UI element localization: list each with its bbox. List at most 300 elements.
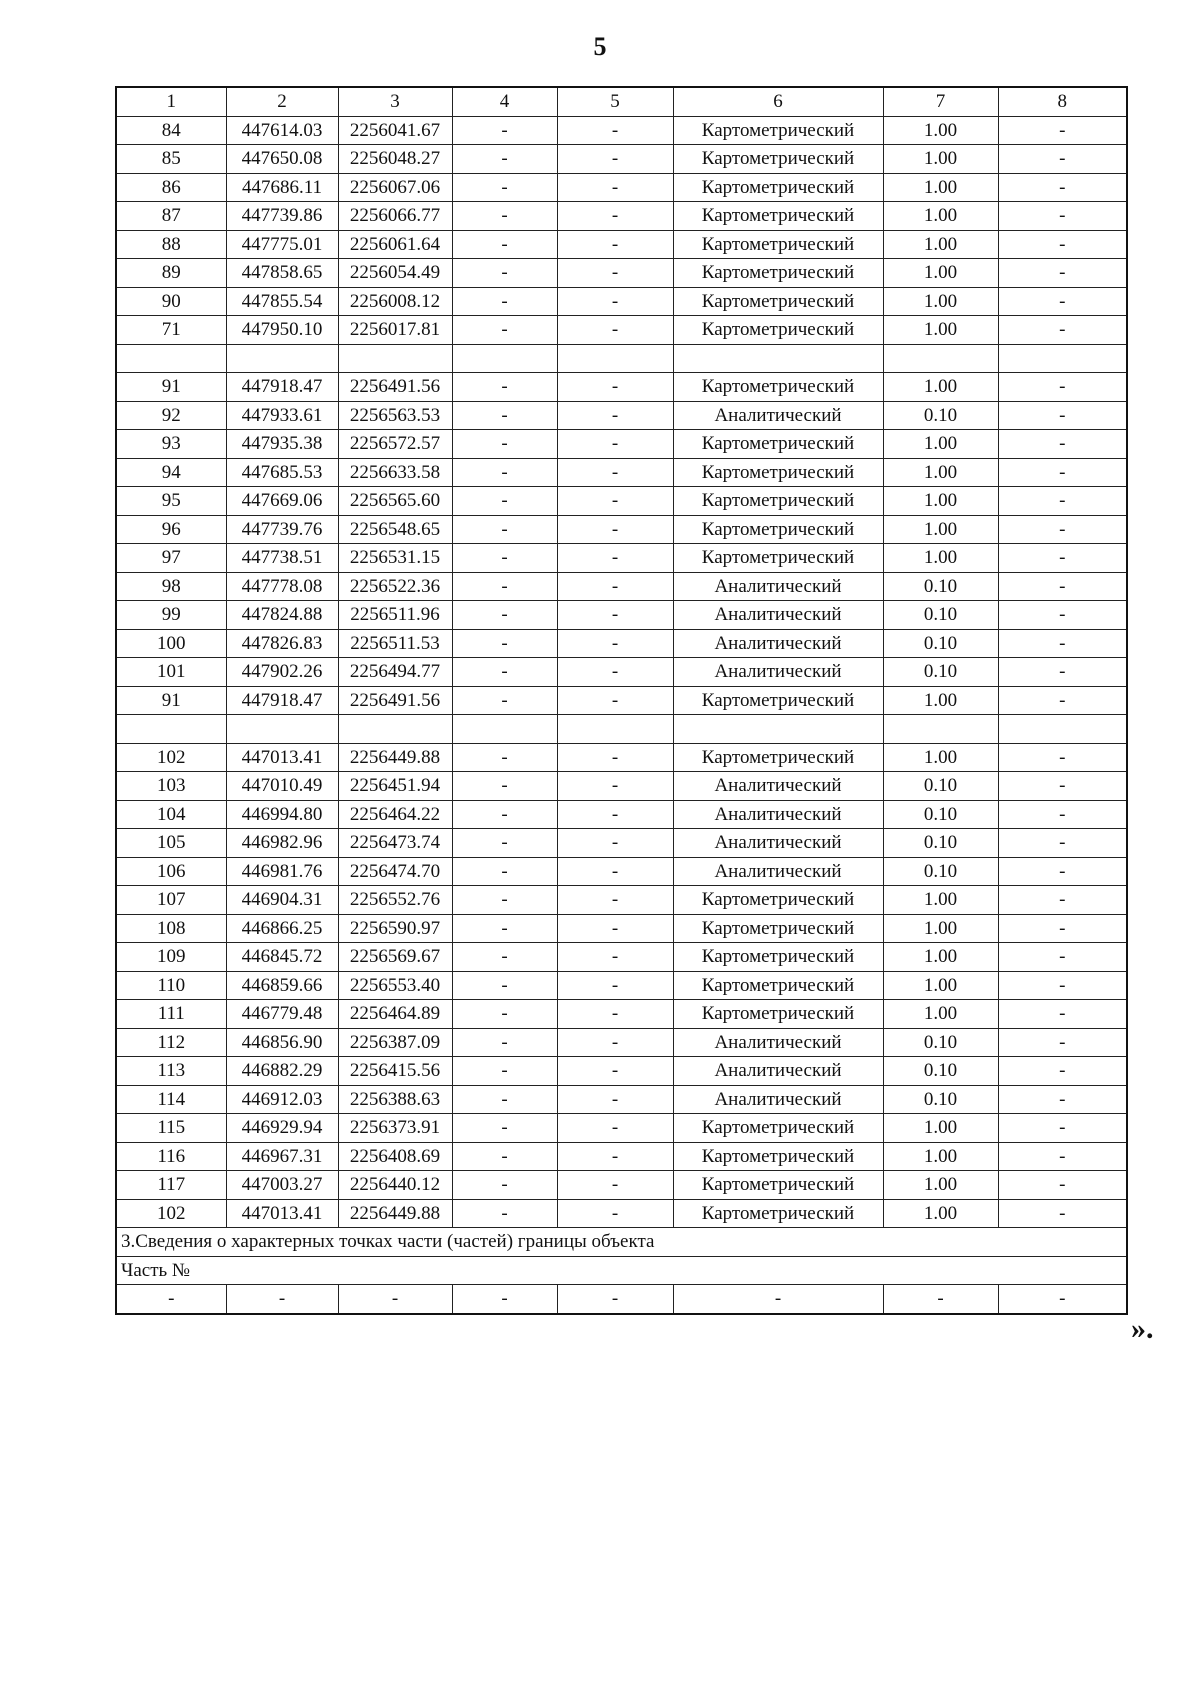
table-cell: Картометрический: [673, 971, 883, 1000]
table-cell: [338, 715, 452, 744]
table-cell: -: [998, 544, 1127, 573]
header-cell: 3: [338, 87, 452, 116]
table-cell: 114: [116, 1085, 226, 1114]
table-cell: 88: [116, 230, 226, 259]
table-cell: -: [557, 800, 673, 829]
table-cell: -: [998, 943, 1127, 972]
table-cell: [998, 344, 1127, 373]
table-cell: -: [998, 259, 1127, 288]
table-cell: 446994.80: [226, 800, 338, 829]
table-cell: -: [452, 1000, 557, 1029]
table-cell: -: [998, 515, 1127, 544]
table-cell: 2256552.76: [338, 886, 452, 915]
table-cell: -: [452, 886, 557, 915]
table-cell: 2256048.27: [338, 145, 452, 174]
table-cell: Аналитический: [673, 401, 883, 430]
header-cell: 5: [557, 87, 673, 116]
table-row: [116, 658, 1127, 687]
table-cell: 2256553.40: [338, 971, 452, 1000]
table-cell: -: [557, 914, 673, 943]
table-cell: 2256511.53: [338, 629, 452, 658]
table-cell: -: [557, 772, 673, 801]
table-cell: 107: [116, 886, 226, 915]
table-cell: -: [557, 1199, 673, 1228]
table-cell: -: [998, 800, 1127, 829]
table-cell: 106: [116, 857, 226, 886]
table-row: [116, 373, 1127, 402]
table-cell: 447935.38: [226, 430, 338, 459]
table-cell: 2256548.65: [338, 515, 452, 544]
table-cell: -: [557, 230, 673, 259]
table-row: [116, 971, 1127, 1000]
table-cell: 0.10: [883, 629, 998, 658]
table-cell: 71: [116, 316, 226, 345]
table-cell: 98: [116, 572, 226, 601]
table-cell: 0.10: [883, 857, 998, 886]
table-cell: 446859.66: [226, 971, 338, 1000]
table-cell: 447738.51: [226, 544, 338, 573]
table-cell: 1.00: [883, 914, 998, 943]
table-cell: 113: [116, 1057, 226, 1086]
table-cell: -: [998, 116, 1127, 145]
table-cell: 2256408.69: [338, 1142, 452, 1171]
table-cell: -: [452, 116, 557, 145]
table-cell: 1.00: [883, 230, 998, 259]
table-cell: 0.10: [883, 1057, 998, 1086]
table-cell: -: [998, 373, 1127, 402]
table-cell: 447778.08: [226, 572, 338, 601]
table-row: [116, 914, 1127, 943]
table-cell: 2256511.96: [338, 601, 452, 630]
table-row: [116, 1028, 1127, 1057]
table-cell: -: [998, 487, 1127, 516]
table-cell: -: [226, 1285, 338, 1314]
table-row: [116, 202, 1127, 231]
table-cell: -: [557, 1000, 673, 1029]
table-cell: Картометрический: [673, 515, 883, 544]
table-cell: [673, 715, 883, 744]
table-cell: -: [452, 1285, 557, 1314]
table-cell: Картометрический: [673, 686, 883, 715]
table-cell: Картометрический: [673, 487, 883, 516]
table-cell: -: [557, 857, 673, 886]
table-cell: -: [557, 515, 673, 544]
table-cell: -: [452, 145, 557, 174]
table-cell: 446866.25: [226, 914, 338, 943]
table-cell: 1.00: [883, 943, 998, 972]
table-cell: -: [998, 1057, 1127, 1086]
table-cell: 2256531.15: [338, 544, 452, 573]
header-cell: 6: [673, 87, 883, 116]
table-cell: 2256449.88: [338, 743, 452, 772]
table-cell: -: [557, 401, 673, 430]
table-cell: 91: [116, 373, 226, 402]
table-cell: 1.00: [883, 743, 998, 772]
table-cell: -: [998, 1000, 1127, 1029]
table-row: [116, 772, 1127, 801]
table-cell: -: [557, 373, 673, 402]
table-cell: -: [557, 316, 673, 345]
header-row: [116, 87, 1127, 116]
table-cell: -: [452, 658, 557, 687]
table-cell: -: [998, 1199, 1127, 1228]
table-row: [116, 401, 1127, 430]
table-cell: -: [998, 1028, 1127, 1057]
table-cell: -: [452, 202, 557, 231]
table-cell: -: [998, 572, 1127, 601]
table-cell: -: [557, 971, 673, 1000]
table-row: [116, 515, 1127, 544]
table-cell: -: [452, 743, 557, 772]
table-cell: Аналитический: [673, 857, 883, 886]
table-cell: -: [338, 1285, 452, 1314]
table-cell: -: [557, 572, 673, 601]
header-cell: 1: [116, 87, 226, 116]
table-cell: 2256017.81: [338, 316, 452, 345]
table-cell: 446845.72: [226, 943, 338, 972]
table-cell: -: [452, 430, 557, 459]
table-cell: 94: [116, 458, 226, 487]
table-cell: 2256388.63: [338, 1085, 452, 1114]
table-cell: -: [998, 145, 1127, 174]
table-cell: 446904.31: [226, 886, 338, 915]
table-cell: 104: [116, 800, 226, 829]
closing-quote-mark: ».: [1131, 1312, 1154, 1345]
table-cell: Картометрический: [673, 914, 883, 943]
table-cell: 0.10: [883, 572, 998, 601]
table-cell: -: [452, 1028, 557, 1057]
table-cell: -: [557, 1057, 673, 1086]
table-cell: 2256522.36: [338, 572, 452, 601]
table-cell: 447650.08: [226, 145, 338, 174]
table-cell: 1.00: [883, 886, 998, 915]
table-cell: 446981.76: [226, 857, 338, 886]
table-row: [116, 857, 1127, 886]
table-cell: [452, 715, 557, 744]
table-row: [116, 544, 1127, 573]
table-cell: 2256572.57: [338, 430, 452, 459]
table-cell: Картометрический: [673, 1142, 883, 1171]
table-cell: -: [452, 829, 557, 858]
table-cell: 1.00: [883, 202, 998, 231]
table-row: [116, 829, 1127, 858]
table-cell: 110: [116, 971, 226, 1000]
table-row: [116, 230, 1127, 259]
table-cell: Картометрический: [673, 430, 883, 459]
table-cell: [557, 715, 673, 744]
table-cell: 2256066.77: [338, 202, 452, 231]
table-cell: 447686.11: [226, 173, 338, 202]
table-cell: 447775.01: [226, 230, 338, 259]
table-cell: -: [998, 743, 1127, 772]
table-row: [116, 430, 1127, 459]
table-cell: Картометрический: [673, 1199, 883, 1228]
table-cell: 2256494.77: [338, 658, 452, 687]
table-cell: -: [452, 259, 557, 288]
table-cell: 1.00: [883, 259, 998, 288]
table-cell: 2256474.70: [338, 857, 452, 886]
table-cell: [883, 344, 998, 373]
table-cell: -: [998, 430, 1127, 459]
table-cell: 92: [116, 401, 226, 430]
table-row: [116, 943, 1127, 972]
table-cell: Картометрический: [673, 943, 883, 972]
table-cell: Картометрический: [673, 373, 883, 402]
table-cell: -: [557, 1114, 673, 1143]
table-cell: -: [998, 287, 1127, 316]
table-cell: 1.00: [883, 145, 998, 174]
table-cell: Картометрический: [673, 544, 883, 573]
table-cell: 447010.49: [226, 772, 338, 801]
table-cell: 95: [116, 487, 226, 516]
table-cell: 1.00: [883, 316, 998, 345]
table-cell: -: [998, 173, 1127, 202]
table-cell: -: [452, 515, 557, 544]
table-cell: 447826.83: [226, 629, 338, 658]
table-cell: 1.00: [883, 971, 998, 1000]
table-cell: 2256464.22: [338, 800, 452, 829]
table-cell: -: [557, 1142, 673, 1171]
table-cell: Аналитический: [673, 1085, 883, 1114]
table-cell: -: [557, 487, 673, 516]
table-cell: 2256387.09: [338, 1028, 452, 1057]
table-cell: Картометрический: [673, 1000, 883, 1029]
table-cell: -: [452, 601, 557, 630]
table-cell: -: [998, 401, 1127, 430]
table-cell: 447918.47: [226, 373, 338, 402]
table-cell: 1.00: [883, 544, 998, 573]
table-cell: Аналитический: [673, 629, 883, 658]
table-cell: 2256451.94: [338, 772, 452, 801]
table-cell: Картометрический: [673, 173, 883, 202]
table-cell: 1.00: [883, 1171, 998, 1200]
table-cell: 1.00: [883, 1142, 998, 1171]
table-cell: -: [998, 886, 1127, 915]
table-cell: -: [998, 629, 1127, 658]
table-cell: 105: [116, 829, 226, 858]
table-row: [116, 1199, 1127, 1228]
table-cell: 446856.90: [226, 1028, 338, 1057]
table-cell: 2256491.56: [338, 686, 452, 715]
table-cell: 447739.76: [226, 515, 338, 544]
table-cell: -: [452, 1085, 557, 1114]
table-cell: -: [452, 173, 557, 202]
table-cell: 447685.53: [226, 458, 338, 487]
table-cell: Аналитический: [673, 800, 883, 829]
boundary-points-table: [115, 86, 1128, 1315]
table-cell: 86: [116, 173, 226, 202]
table-cell: 116: [116, 1142, 226, 1171]
table-cell: -: [557, 116, 673, 145]
table-cell: -: [452, 686, 557, 715]
table-cell: -: [452, 572, 557, 601]
table-cell: Картометрический: [673, 458, 883, 487]
table-cell: Картометрический: [673, 145, 883, 174]
table-cell: 446982.96: [226, 829, 338, 858]
table-cell: [883, 715, 998, 744]
table-cell: -: [452, 1114, 557, 1143]
table-row: [116, 173, 1127, 202]
table-cell: [338, 344, 452, 373]
part-label: Часть №: [116, 1256, 1127, 1285]
table-cell: -: [452, 287, 557, 316]
table-cell: -: [998, 316, 1127, 345]
table-cell: -: [998, 1171, 1127, 1200]
table-row: [116, 287, 1127, 316]
table-cell: Картометрический: [673, 316, 883, 345]
table-row: [116, 116, 1127, 145]
table-row: [116, 1114, 1127, 1143]
table-cell: 1.00: [883, 430, 998, 459]
table-cell: -: [557, 145, 673, 174]
table-cell: Картометрический: [673, 1114, 883, 1143]
table-row: [116, 1057, 1127, 1086]
table-cell: Аналитический: [673, 572, 883, 601]
table-cell: 2256569.67: [338, 943, 452, 972]
table-cell: -: [673, 1285, 883, 1314]
table-cell: -: [452, 544, 557, 573]
table-cell: -: [452, 401, 557, 430]
table-cell: -: [452, 1057, 557, 1086]
table-cell: 447003.27: [226, 1171, 338, 1200]
table-cell: 2256008.12: [338, 287, 452, 316]
table-cell: 446967.31: [226, 1142, 338, 1171]
table-row: [116, 686, 1127, 715]
table-cell: Аналитический: [673, 601, 883, 630]
table-row: [116, 259, 1127, 288]
table-cell: Картометрический: [673, 259, 883, 288]
table-cell: -: [557, 1085, 673, 1114]
table-cell: [226, 715, 338, 744]
table-cell: -: [452, 629, 557, 658]
section-title-row: [116, 1228, 1127, 1257]
table-cell: 91: [116, 686, 226, 715]
table-cell: 447858.65: [226, 259, 338, 288]
table-cell: 85: [116, 145, 226, 174]
table-cell: 97: [116, 544, 226, 573]
table-cell: 112: [116, 1028, 226, 1057]
table-cell: 0.10: [883, 401, 998, 430]
table-cell: Картометрический: [673, 287, 883, 316]
table-cell: Аналитический: [673, 1057, 883, 1086]
table-cell: -: [557, 886, 673, 915]
table-cell: [557, 344, 673, 373]
table-row: [116, 145, 1127, 174]
table-cell: -: [557, 259, 673, 288]
table-cell: 447739.86: [226, 202, 338, 231]
table-row: [116, 1000, 1127, 1029]
table-cell: -: [452, 230, 557, 259]
table-cell: 2256590.97: [338, 914, 452, 943]
table-row: [116, 800, 1127, 829]
table-cell: Аналитический: [673, 1028, 883, 1057]
table-cell: 447902.26: [226, 658, 338, 687]
table-cell: 99: [116, 601, 226, 630]
table-row: [116, 1171, 1127, 1200]
table-row: [116, 344, 1127, 373]
table-cell: -: [452, 1171, 557, 1200]
table-cell: 2256449.88: [338, 1199, 452, 1228]
table-cell: 1.00: [883, 287, 998, 316]
table-row: [116, 1142, 1127, 1171]
table-row: [116, 743, 1127, 772]
table-cell: 1.00: [883, 1114, 998, 1143]
table-cell: 446882.29: [226, 1057, 338, 1086]
table-cell: 102: [116, 1199, 226, 1228]
table-row: [116, 572, 1127, 601]
table-cell: 2256565.60: [338, 487, 452, 516]
table-cell: 2256440.12: [338, 1171, 452, 1200]
table-cell: -: [557, 943, 673, 972]
table-cell: 447918.47: [226, 686, 338, 715]
table-cell: 1.00: [883, 686, 998, 715]
table-row: [116, 458, 1127, 487]
table-cell: 2256054.49: [338, 259, 452, 288]
table-cell: 2256415.56: [338, 1057, 452, 1086]
table-cell: 1.00: [883, 173, 998, 202]
table-cell: -: [557, 829, 673, 858]
table-cell: -: [452, 971, 557, 1000]
table-cell: -: [998, 230, 1127, 259]
table-cell: -: [557, 601, 673, 630]
table-cell: 447614.03: [226, 116, 338, 145]
table-cell: -: [557, 686, 673, 715]
table-cell: 1.00: [883, 487, 998, 516]
table-cell: -: [452, 458, 557, 487]
table-cell: -: [557, 430, 673, 459]
table-cell: 447824.88: [226, 601, 338, 630]
table-cell: -: [998, 1085, 1127, 1114]
table-cell: -: [557, 458, 673, 487]
table-cell: -: [452, 487, 557, 516]
header-cell: 7: [883, 87, 998, 116]
table-cell: 0.10: [883, 601, 998, 630]
table-cell: [116, 344, 226, 373]
table-cell: 111: [116, 1000, 226, 1029]
table-cell: Картометрический: [673, 116, 883, 145]
table-cell: 115: [116, 1114, 226, 1143]
page-number: 5: [593, 32, 607, 61]
header-cell: 4: [452, 87, 557, 116]
table-cell: 446929.94: [226, 1114, 338, 1143]
table-cell: 0.10: [883, 772, 998, 801]
table-cell: 2256473.74: [338, 829, 452, 858]
table-cell: 2256563.53: [338, 401, 452, 430]
table-cell: Картометрический: [673, 230, 883, 259]
table-cell: -: [452, 800, 557, 829]
table-cell: 89: [116, 259, 226, 288]
part-label-row: [116, 1256, 1127, 1285]
table-cell: -: [557, 658, 673, 687]
table-cell: 2256633.58: [338, 458, 452, 487]
table-cell: [452, 344, 557, 373]
table-cell: 446912.03: [226, 1085, 338, 1114]
table-cell: -: [452, 914, 557, 943]
table-cell: -: [998, 914, 1127, 943]
table-cell: 2256041.67: [338, 116, 452, 145]
table-cell: [226, 344, 338, 373]
table-cell: -: [557, 202, 673, 231]
table-cell: 2256067.06: [338, 173, 452, 202]
table-cell: -: [557, 1171, 673, 1200]
table-cell: 2256061.64: [338, 230, 452, 259]
table-cell: -: [452, 1142, 557, 1171]
table-cell: -: [452, 772, 557, 801]
table-cell: -: [998, 202, 1127, 231]
table-cell: 447669.06: [226, 487, 338, 516]
table-cell: 87: [116, 202, 226, 231]
table-row: [116, 715, 1127, 744]
